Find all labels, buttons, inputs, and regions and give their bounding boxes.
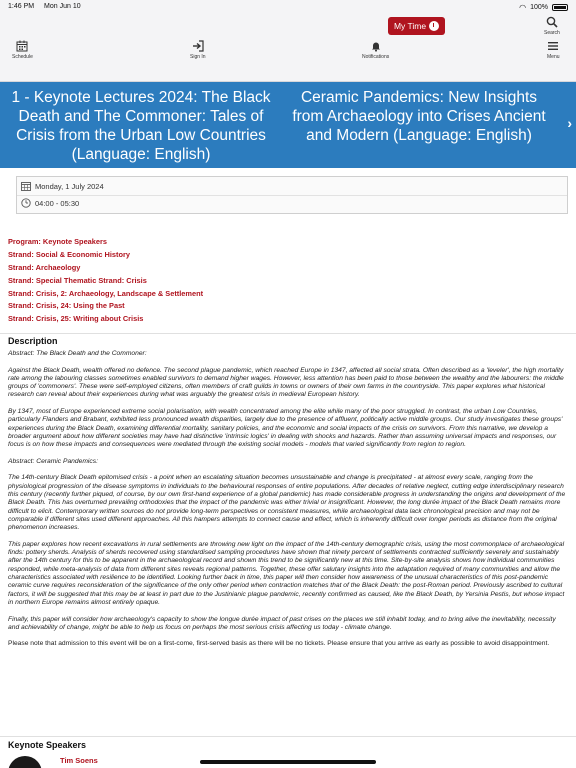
- clock-icon: [21, 198, 31, 208]
- session-time: 04:00 - 05:30: [35, 198, 80, 208]
- status-right: [519, 3, 568, 12]
- tag-link[interactable]: Program: Keynote Speakers: [8, 237, 107, 246]
- clock-icon: [429, 21, 439, 31]
- status-bar: [0, 0, 576, 14]
- abstract-title: Abstract: Ceramic Pandemics:: [8, 457, 98, 465]
- chevron-right-icon[interactable]: ›: [567, 115, 572, 131]
- notifications-button[interactable]: [362, 40, 389, 60]
- session-date: Monday, 1 July 2024: [35, 181, 104, 191]
- tag-link[interactable]: Strand: Crisis, 2: Archaeology, Landscape & Settlement: [8, 288, 204, 298]
- notifications-label: Notifications: [362, 54, 390, 60]
- speaker-name-link[interactable]: Tim Soens: [60, 756, 98, 765]
- session-when-box: [16, 176, 568, 214]
- menu-label: Menu: [547, 54, 560, 60]
- strand-tags: [8, 236, 568, 326]
- tag-link[interactable]: Strand: Archaeology: [8, 262, 81, 272]
- description-paragraph: By 1347, most of Europe experienced extreme social polarisation, with wealth concentrated among the elite while many of the poor struggled. In contrast, the urban Low Countries, particularly Flanders and Brabant, exhibited less pronounced wealth disparities, largely due to the presence of affluent, politically active middle groups. Our study investigates these groups' experiences during the Black Death, examining differential mortality, sanitary policies, and the economic and social impacts of the crisis on survivors. From this narrative, we develop a broader argument about how different societies may have had distinctive 'intrinsic logics' in dealing with shocks and hazards. Rather than assuming universal impacts and responses, our focus is on how these impacts and consequences were mediated through the existing social models - models that varied significantly from region to region.: [8, 408, 563, 449]
- tag-link[interactable]: Strand: Crisis, 25: Writing about Crisis: [8, 314, 144, 324]
- description-paragraph: This paper explores how recent excavations in rural settlements are throwing new light on the impact of the 14th-century demographic crisis, using the most commonplace of archaeological finds: pottery sherds. Analysis of sherds recovered using standardised sampling procedures have shown that ninety percent of settlements contracted sufficiently severely and sustainably after the 14th century for this to be apparent in the archaeological record and shown this trend to be significantly new at this time. Site-by-site analysis shows how individual communities responded, while meta-analysis of data from different sites reveals regional patterns. Together, these offer salutary insights into the adaptation required of many communities and allow the characteristics associated with resilience to be identified. Looking further back in time, this paper will then consider how awareness of the unusual characteristics of this post-pandemic ceramic curve requires reconsideration of the significance of the only other period when contraction matches that of the Black Death: the post-Roman period. Previously ascribed to cultural factors, it will be suggested that this may be at least in part due to the Justinianic plague pandemic, recently confirmed as caused, like the Black Death, by Yersinia Pestis, but whose impact in northern Europe remains almost entirely opaque.: [8, 540, 565, 606]
- description-heading: Description: [8, 336, 58, 346]
- session-banner: [0, 82, 576, 168]
- battery-icon: [552, 4, 568, 11]
- tag-link[interactable]: Strand: Social & Economic History: [8, 249, 130, 259]
- keynote-heading: Keynote Speakers: [8, 740, 87, 750]
- tag-link[interactable]: Strand: Special Thematic Strand: Crisis: [8, 275, 147, 285]
- search-icon: [546, 16, 558, 28]
- schedule-button[interactable]: [12, 40, 33, 60]
- status-time: 1:46 PM: [8, 3, 35, 10]
- bell-icon: [370, 40, 382, 52]
- menu-button[interactable]: [547, 40, 560, 60]
- calendar-icon: [21, 181, 31, 191]
- top-toolbar: [0, 14, 576, 82]
- description-paragraph: Finally, this paper will consider how archaeology's capacity to show the longue durée impact of past crises on the places we still inhabit today, and to bring alive the inevitability, necessity and achievability of change, might be able to help us focus on perhaps the most serious crisis affecting us today - climate change.: [8, 615, 556, 631]
- signin-label: Sign In: [190, 54, 206, 60]
- battery-percent: 100%: [530, 4, 548, 11]
- my-time-label: My Time: [393, 21, 427, 31]
- schedule-label: Schedule: [12, 54, 33, 60]
- search-button[interactable]: [544, 16, 560, 36]
- status-date: Mon Jun 10: [44, 3, 81, 10]
- hamburger-menu-icon: [547, 40, 559, 52]
- status-left: [8, 3, 89, 10]
- abstract-title: Abstract: The Black Death and the Commoner:: [8, 350, 147, 357]
- session-date-row: [21, 181, 104, 191]
- description-paragraph: The 14th-century Black Death epitomised crisis - a point when an escalating situation becomes unsustainable and change is precipitated - at almost every scale, ranging from the physiological progression of the disease symptoms in individuals to the behavioural responses of entire populations. After decades of relative neglect, cutting edge interdisciplinary research this century (recently further piqued, of course, by our own first-hand experience of a global pandemic) has made considerable progress in understanding the origins and development of the Black Death. This has overturned prevailing orthodoxies that the impact of the pandemic was either trivial or insignificant. However, the long durée impact of the Black Death remains more difficult to elicit. Contemporary written sources do not provide long-term perspectives or consistent measures, while archaeological data lack chronological precision and may not be comparable if different sites used different approaches. All this hampers attempts to connect cause and effect, which is inherently difficult over longer periods as distance from the original phenomenon increases.: [8, 474, 566, 532]
- search-label: Search: [544, 30, 560, 36]
- calendar-icon: [16, 40, 28, 52]
- speaker-avatar[interactable]: [8, 756, 42, 768]
- next-session-link[interactable]: Ceramic Pandemics: New Insights from Archaeology into Crises Ancient and Modern (Language: English): [292, 89, 546, 144]
- wifi-icon: ◠: [519, 3, 527, 12]
- description-body: [8, 350, 568, 657]
- admission-note: Please note that admission to this event will be on a first-come, first-served basis as there will be no tickets. Please ensure that you arrive as early as possible to avoid disappointment.: [8, 640, 550, 648]
- home-indicator[interactable]: [200, 760, 376, 764]
- description-paragraph: Against the Black Death, wealth offered no defence. The second plague pandemic, which reached Europe in 1347, affected all social strata. Often described as a 'leveler', the high mortality rate among the labouring classes sometimes enabled survivors to demand higher wages. However, less attention has been paid to those between the wealthy and the labourers: the middle groups of 'commoners'. These were self-employed citizens, often members of craft guilds in towns or owners of their own farms in the countryside. This paper explores what historical research can reveal about their experiences during what was arguably the greatest crisis in medieval European history.: [8, 366, 564, 399]
- session-time-row: [21, 198, 79, 208]
- signin-button[interactable]: [190, 40, 206, 60]
- keynote-divider: [0, 736, 576, 737]
- current-session-title: 1 - Keynote Lectures 2024: The Black Death and The Commoner: Tales of Crisis from the Urban Low Countries (Language: English): [11, 89, 271, 163]
- description-divider: [0, 333, 576, 334]
- my-time-button[interactable]: [388, 17, 445, 35]
- when-divider: [17, 195, 567, 196]
- tag-link[interactable]: Strand: Crisis, 24: Using the Past: [8, 301, 125, 311]
- sign-in-icon: [192, 40, 204, 52]
